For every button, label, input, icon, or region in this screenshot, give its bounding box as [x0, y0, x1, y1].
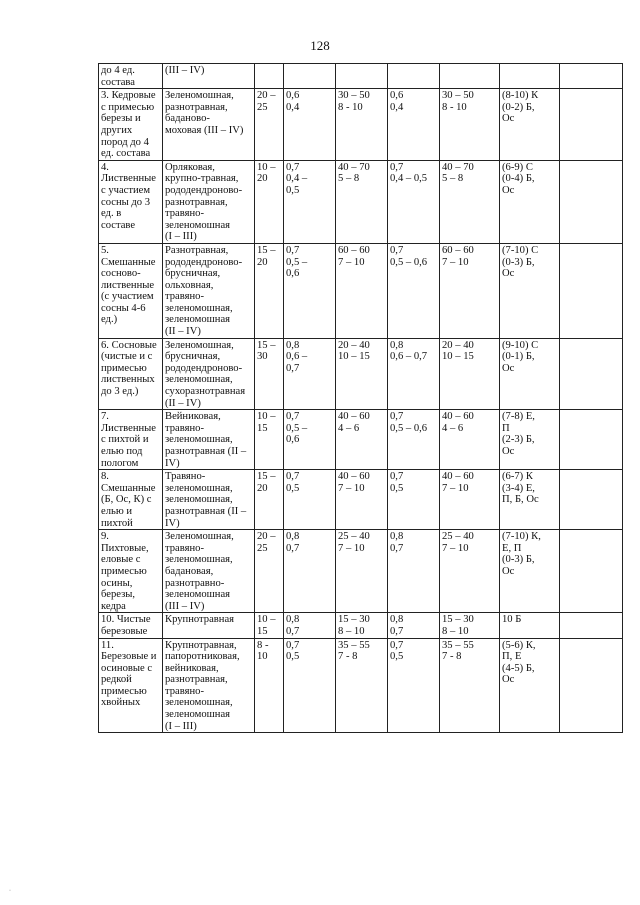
- composition-cell: (8-10) К (0-2) Б, Ос: [500, 89, 560, 161]
- composition-cell: (6-9) С (0-4) Б, Ос: [500, 160, 560, 243]
- count-cell: 15 – 30 8 – 10: [336, 613, 388, 638]
- forest-type-cell: Орляковая, крупно-травная, рододендроново- разнотравная, травяно- зеленомошная (I – III): [163, 160, 255, 243]
- density-cell: 0,8 0,7: [284, 613, 336, 638]
- empty-cell: [560, 89, 623, 161]
- density-cell-2: 0,8 0,6 – 0,7: [388, 338, 440, 410]
- age-cell: 15 – 20: [255, 470, 284, 530]
- forest-group-cell: 4. Лиственные с участием сосны до 3 ед. в составе: [99, 160, 163, 243]
- count-cell-2: 40 – 70 5 – 8: [440, 160, 500, 243]
- forest-group-cell: 5. Смешанные сосново- лиственные (с участием сосны 4-6 ед.): [99, 243, 163, 338]
- forest-group-cell: 3. Кедровые с примесью березы и других пород до 4 ед. состава: [99, 89, 163, 161]
- composition-cell: (9-10) С (0-1) Б, Ос: [500, 338, 560, 410]
- table-row: [99, 160, 623, 243]
- empty-cell: [560, 530, 623, 613]
- empty-cell: [560, 160, 623, 243]
- density-cell-2: 0,7 0,5 – 0,6: [388, 243, 440, 338]
- forest-type-cell: Зеленомошная, разнотравная, баданово- моховая (III – IV): [163, 89, 255, 161]
- forest-group-cell: 7. Лиственные с пихтой и елью под пологом: [99, 410, 163, 470]
- forest-type-cell: Травяно- зеленомошная, зеленомошная, разнотравная (II – IV): [163, 470, 255, 530]
- count-cell-2: [440, 64, 500, 89]
- forest-type-cell: Зеленомошная, брусничная, рододендроново- зеленомошная, сухоразнотравная (II – IV): [163, 338, 255, 410]
- forest-type-cell: Разнотравная, рододендроново- брусничная, ольховная, травяно- зеленомошная, зеленомошная (II – IV): [163, 243, 255, 338]
- count-cell: 25 – 40 7 – 10: [336, 530, 388, 613]
- composition-cell: (7-8) Е, П (2-3) Б, Ос: [500, 410, 560, 470]
- count-cell: 40 – 60 7 – 10: [336, 470, 388, 530]
- forest-type-cell: Вейниковая, травяно- зеленомошная, разнотравная (II – IV): [163, 410, 255, 470]
- forest-group-cell: 9. Пихтовые, еловые с примесью осины, березы, кедра: [99, 530, 163, 613]
- density-cell-2: 0,6 0,4: [388, 89, 440, 161]
- count-cell-2: 25 – 40 7 – 10: [440, 530, 500, 613]
- count-cell-2: 30 – 50 8 - 10: [440, 89, 500, 161]
- count-cell-2: 60 – 60 7 – 10: [440, 243, 500, 338]
- table-row: [99, 64, 623, 89]
- empty-cell: [560, 613, 623, 638]
- composition-cell: (6-7) К (3-4) Е, П, Б, Ос: [500, 470, 560, 530]
- count-cell-2: 15 – 30 8 – 10: [440, 613, 500, 638]
- count-cell: 30 – 50 8 - 10: [336, 89, 388, 161]
- age-cell: 20 – 25: [255, 89, 284, 161]
- age-cell: 10 – 15: [255, 613, 284, 638]
- table-row: [99, 470, 623, 530]
- density-cell: 0,7 0,5: [284, 470, 336, 530]
- table-row: [99, 243, 623, 338]
- composition-cell: 10 Б: [500, 613, 560, 638]
- age-cell: 20 – 25: [255, 530, 284, 613]
- count-cell: 40 – 70 5 – 8: [336, 160, 388, 243]
- density-cell: 0,7 0,5 – 0,6: [284, 243, 336, 338]
- count-cell: [336, 64, 388, 89]
- density-cell-2: 0,7 0,4 – 0,5: [388, 160, 440, 243]
- empty-cell: [560, 243, 623, 338]
- density-cell: 0,7 0,4 – 0,5: [284, 160, 336, 243]
- empty-cell: [560, 64, 623, 89]
- density-cell-2: [388, 64, 440, 89]
- forest-group-cell: 10. Чистые березовые: [99, 613, 163, 638]
- forest-type-cell: Зеленомошная, травяно- зеленомошная, бадановая, разнотравно- зеленомошная (III – IV): [163, 530, 255, 613]
- empty-cell: [560, 638, 623, 733]
- count-cell-2: 40 – 60 4 – 6: [440, 410, 500, 470]
- density-cell-2: 0,7 0,5: [388, 470, 440, 530]
- age-cell: [255, 64, 284, 89]
- count-cell: 60 – 60 7 – 10: [336, 243, 388, 338]
- forest-types-table: [98, 63, 623, 733]
- page-number: 128: [310, 38, 330, 53]
- age-cell: 10 – 20: [255, 160, 284, 243]
- forest-group-cell: 11. Березовые и осиновые с редкой примесью хвойных: [99, 638, 163, 733]
- scan-mark: ·: [9, 888, 11, 894]
- empty-cell: [560, 410, 623, 470]
- count-cell-2: 35 – 55 7 - 8: [440, 638, 500, 733]
- table-row: [99, 638, 623, 733]
- count-cell: 40 – 60 4 – 6: [336, 410, 388, 470]
- age-cell: 15 – 20: [255, 243, 284, 338]
- count-cell-2: 20 – 40 10 – 15: [440, 338, 500, 410]
- forest-type-cell: Крупнотравная, папоротниковая, вейниковая, разнотравная, травяно- зеленомошная, зеленомошная (I – III): [163, 638, 255, 733]
- density-cell: [284, 64, 336, 89]
- density-cell-2: 0,7 0,5: [388, 638, 440, 733]
- empty-cell: [560, 470, 623, 530]
- composition-cell: [500, 64, 560, 89]
- forest-group-cell: до 4 ед. состава: [99, 64, 163, 89]
- forest-type-cell: (III – IV): [163, 64, 255, 89]
- empty-cell: [560, 338, 623, 410]
- table-row: [99, 530, 623, 613]
- density-cell: 0,6 0,4: [284, 89, 336, 161]
- composition-cell: (7-10) К, Е, П (0-3) Б, Ос: [500, 530, 560, 613]
- density-cell-2: 0,8 0,7: [388, 530, 440, 613]
- density-cell: 0,7 0,5: [284, 638, 336, 733]
- count-cell: 35 – 55 7 - 8: [336, 638, 388, 733]
- density-cell-2: 0,7 0,5 – 0,6: [388, 410, 440, 470]
- age-cell: 10 – 15: [255, 410, 284, 470]
- table-row: [99, 89, 623, 161]
- density-cell: 0,8 0,7: [284, 530, 336, 613]
- density-cell: 0,8 0,6 – 0,7: [284, 338, 336, 410]
- forest-group-cell: 8. Смешанные (Б, Ос, К) с елью и пихтой: [99, 470, 163, 530]
- density-cell: 0,7 0,5 – 0,6: [284, 410, 336, 470]
- forest-type-cell: Крупнотравная: [163, 613, 255, 638]
- density-cell-2: 0,8 0,7: [388, 613, 440, 638]
- table-row: [99, 613, 623, 638]
- count-cell-2: 40 – 60 7 – 10: [440, 470, 500, 530]
- age-cell: 8 - 10: [255, 638, 284, 733]
- forest-group-cell: 6. Сосновые (чистые и с примесью лиственных до 3 ед.): [99, 338, 163, 410]
- table-row: [99, 410, 623, 470]
- composition-cell: (5-6) К, П, Е (4-5) Б, Ос: [500, 638, 560, 733]
- count-cell: 20 – 40 10 – 15: [336, 338, 388, 410]
- age-cell: 15 – 30: [255, 338, 284, 410]
- table-row: [99, 338, 623, 410]
- composition-cell: (7-10) С (0-3) Б, Ос: [500, 243, 560, 338]
